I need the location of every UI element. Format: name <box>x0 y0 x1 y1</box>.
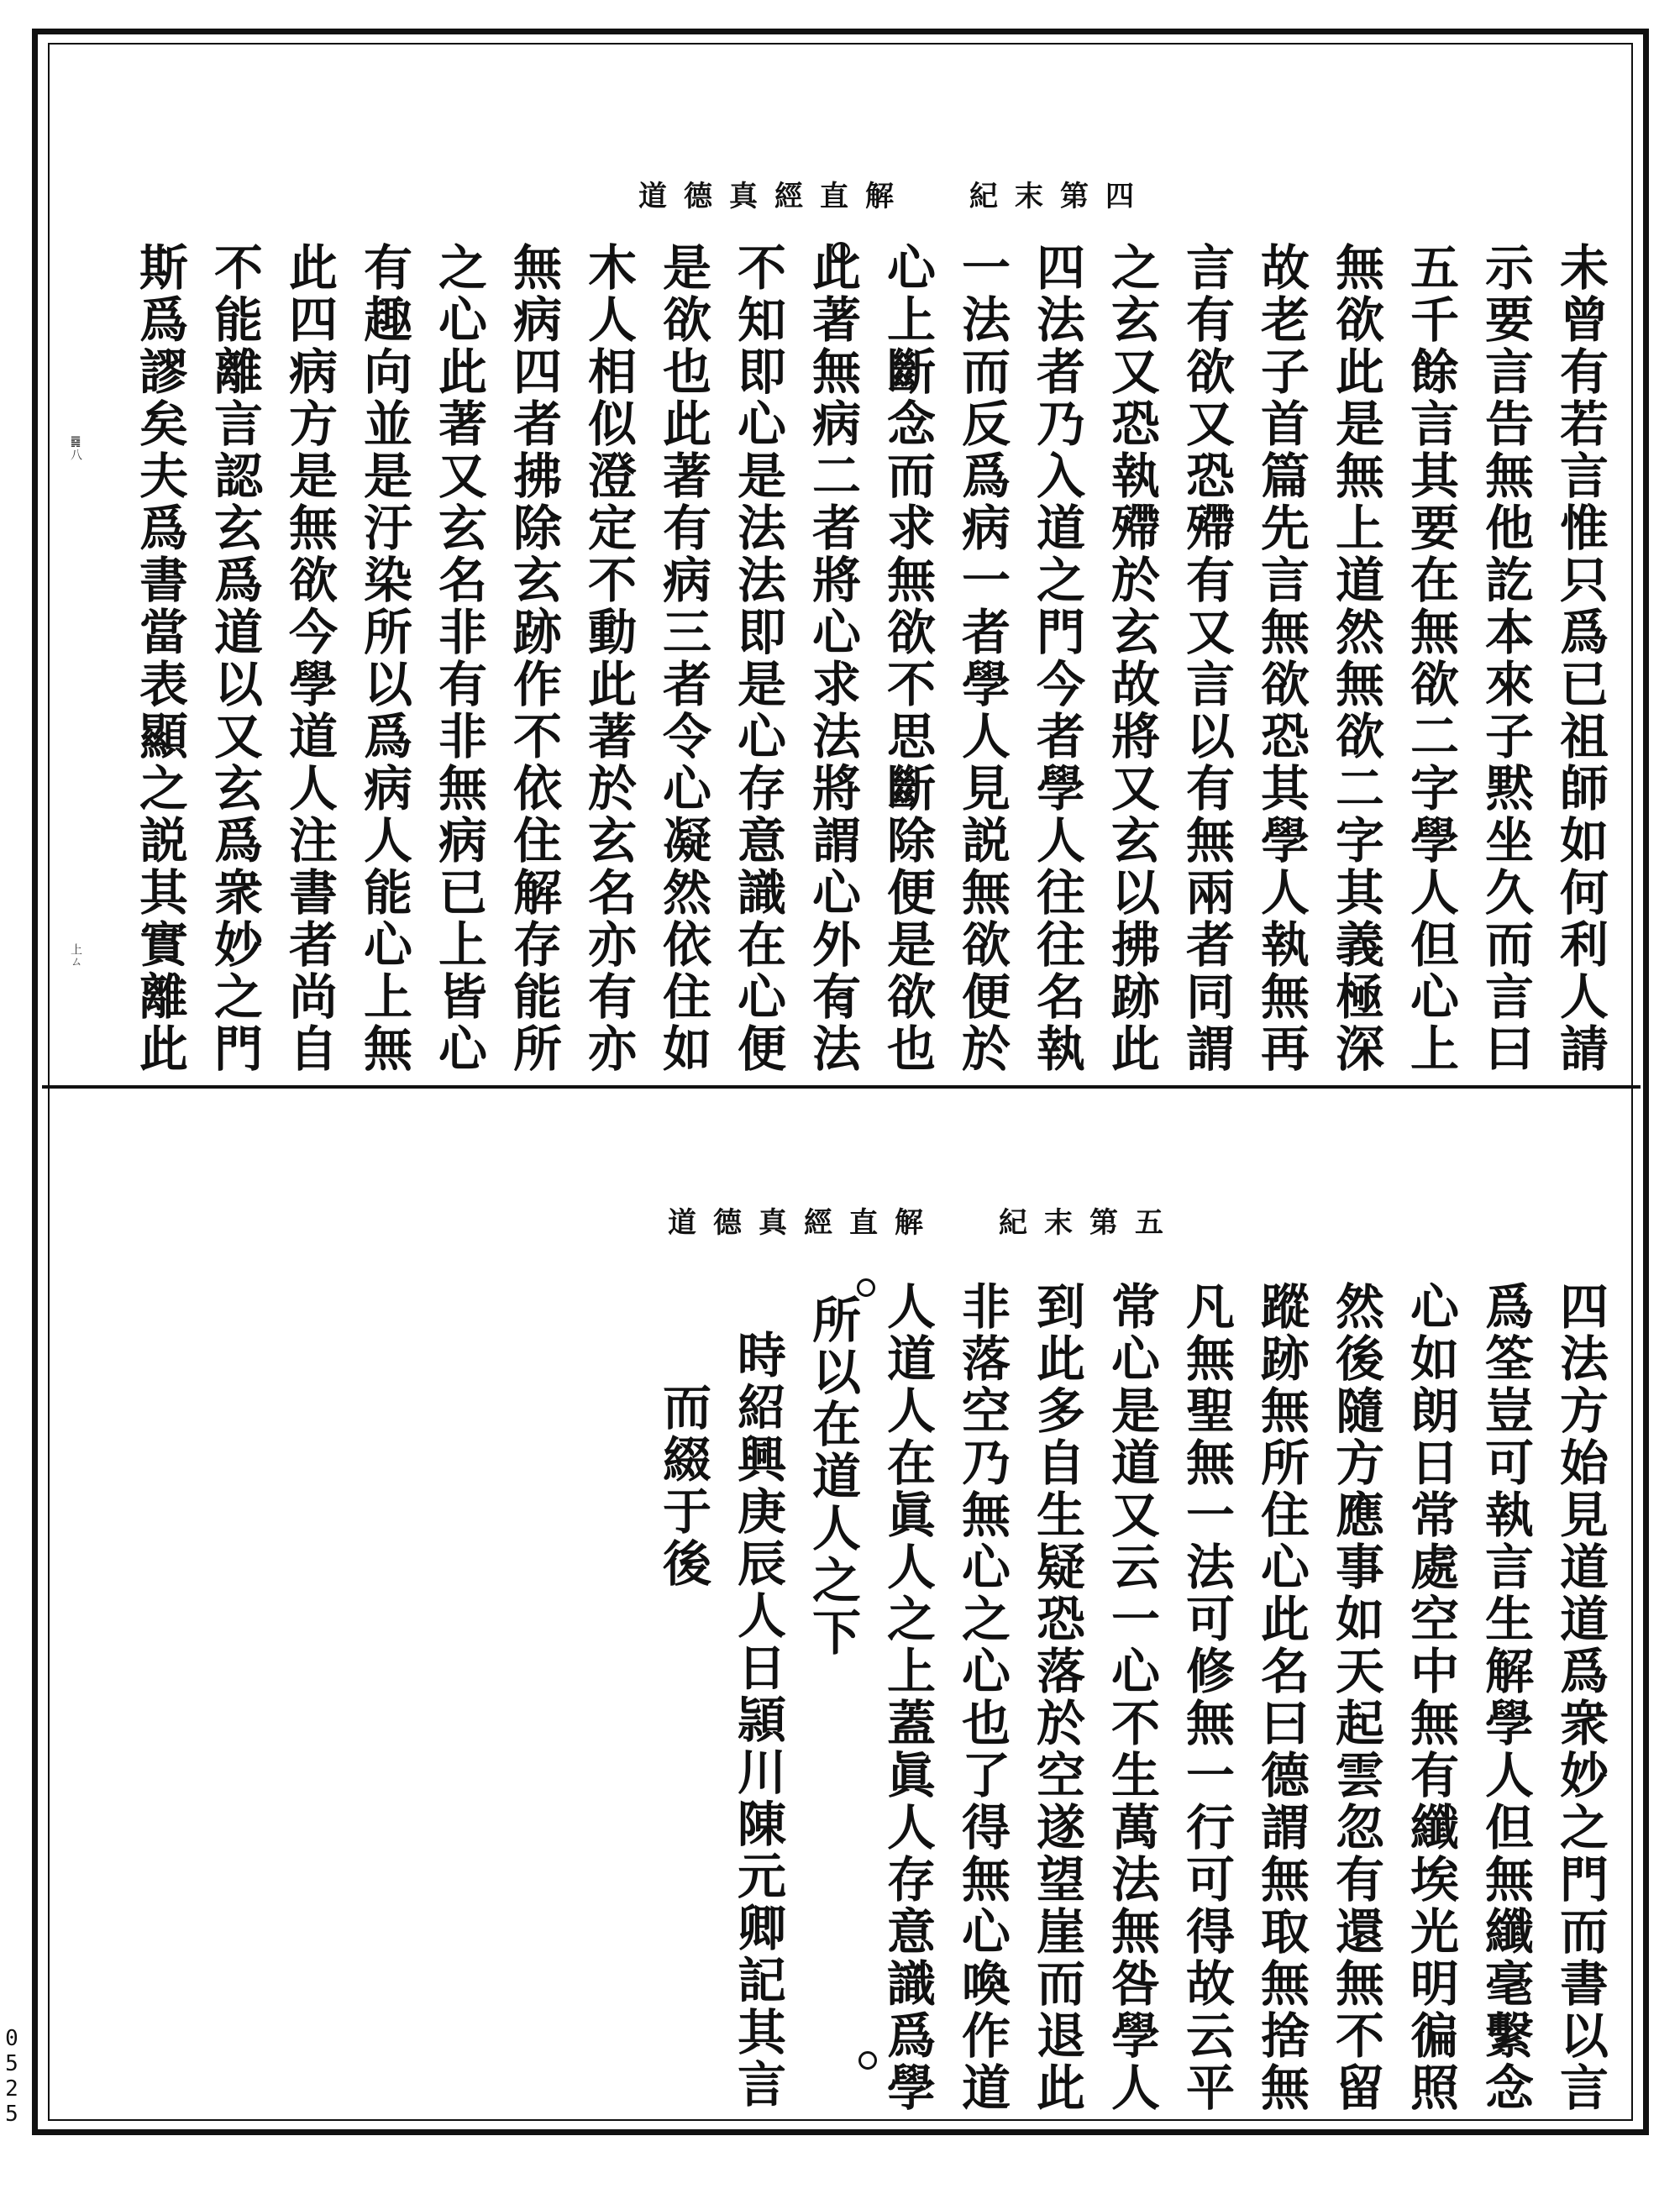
bottom-text-columns <box>645 1281 1617 2114</box>
text-column: 不能離言認玄爲道以又玄爲衆妙之門 <box>206 242 263 1075</box>
margin-note: ䷸八 <box>69 435 82 460</box>
top-header <box>638 168 1151 218</box>
text-column: 有趣向並是汙染所以爲病人能心上無 <box>355 242 412 1075</box>
text-column: 時紹興庚辰人日頴川陳元卿記其言 <box>729 1330 786 2111</box>
panel-divider <box>42 1085 1641 1089</box>
text-column: 之玄又恐執殢於玄故將又玄以拂跡此 <box>1103 242 1160 1075</box>
text-column: 一法而反爲病一者學人見説無欲便於 <box>953 242 1011 1075</box>
text-column: 人道人在眞人之上蓋眞人存意識爲學 <box>879 1281 936 2114</box>
text-column: 木人相似澄定不動此著於玄名亦有亦 <box>580 242 637 1075</box>
text-column: 五千餘言其要在無欲二字學人但心上 <box>1402 242 1459 1075</box>
text-column: 爲筌豈可執言生解學人但無纖毫繫念 <box>1477 1281 1534 2114</box>
margin-note: 上ㄙ <box>69 943 82 967</box>
text-column: 此著無病二者將心求法將謂心外有法 <box>804 242 861 1075</box>
top-header-section: 紀末第四 <box>969 179 1151 213</box>
text-column: 故老子首篇先言無欲恐其學人執無再 <box>1252 242 1310 1075</box>
text-column: 常心是道又云一心不生萬法無咎學人 <box>1103 1281 1160 2114</box>
text-column: 四法者乃入道之門今者學人往往名執 <box>1028 242 1085 1075</box>
text-column: 無欲此是無上道然無欲二字其義極深 <box>1327 242 1384 1075</box>
text-column: 示要言告無他訖本來子黙坐久而言曰 <box>1477 242 1534 1075</box>
text-column: 言有欲又恐殢有又言以有無兩者同謂 <box>1178 242 1235 1075</box>
text-column: 四法方始見道道爲衆妙之門而書以言 <box>1551 1281 1609 2114</box>
text-column: 不知即心是法法即是心存意識在心便 <box>729 242 786 1075</box>
text-column: 而綴于後 <box>654 1382 711 1590</box>
bottom-header <box>668 1194 1180 1245</box>
text-column: 之心此著又玄名非有非無病已上皆心 <box>430 242 487 1075</box>
bottom-header-section: 紀末第五 <box>999 1205 1180 1240</box>
text-column: 到此多自生疑恐落於空遂望崖而退此 <box>1028 1281 1085 2114</box>
text-column: 心上斷念而求無欲不思斷除便是欲也 <box>879 242 936 1075</box>
top-text-columns <box>122 242 1617 1073</box>
text-column: 凡無聖無一法可修無一行可得故云平 <box>1178 1281 1235 2114</box>
text-column: 蹤跡無所住心此名曰德謂無取無捨無 <box>1252 1281 1310 2114</box>
text-column: 所以在道人之下 <box>804 1294 861 1659</box>
top-panel <box>50 40 1630 1082</box>
text-column: 心如朗日常處空中無有纖埃光明徧照 <box>1402 1281 1459 2114</box>
punctuation-circle <box>858 2051 877 2070</box>
page-number: 0 5 2 5 <box>5 2026 18 2127</box>
text-column: 未曾有若言惟只爲已祖師如何利人請 <box>1551 242 1609 1075</box>
text-column: 斯爲謬矣夫爲書當表顯之説其實離此 <box>131 242 188 1075</box>
text-column: 無病四者拂除玄跡作不依住解存能所 <box>505 242 562 1075</box>
text-column: 此四病方是無欲今學道人注書者尚自 <box>281 242 338 1075</box>
bottom-panel <box>50 1092 1630 2125</box>
text-column: 非落空乃無心之心也了得無心喚作道 <box>953 1281 1011 2114</box>
top-header-title: 道德真經直解 <box>638 179 911 213</box>
text-column: 然後隨方應事如天起雲忽有還無不留 <box>1327 1281 1384 2114</box>
bottom-header-title: 道德真經直解 <box>668 1205 940 1240</box>
text-column: 是欲也此著有病三者令心凝然依住如 <box>654 242 711 1075</box>
